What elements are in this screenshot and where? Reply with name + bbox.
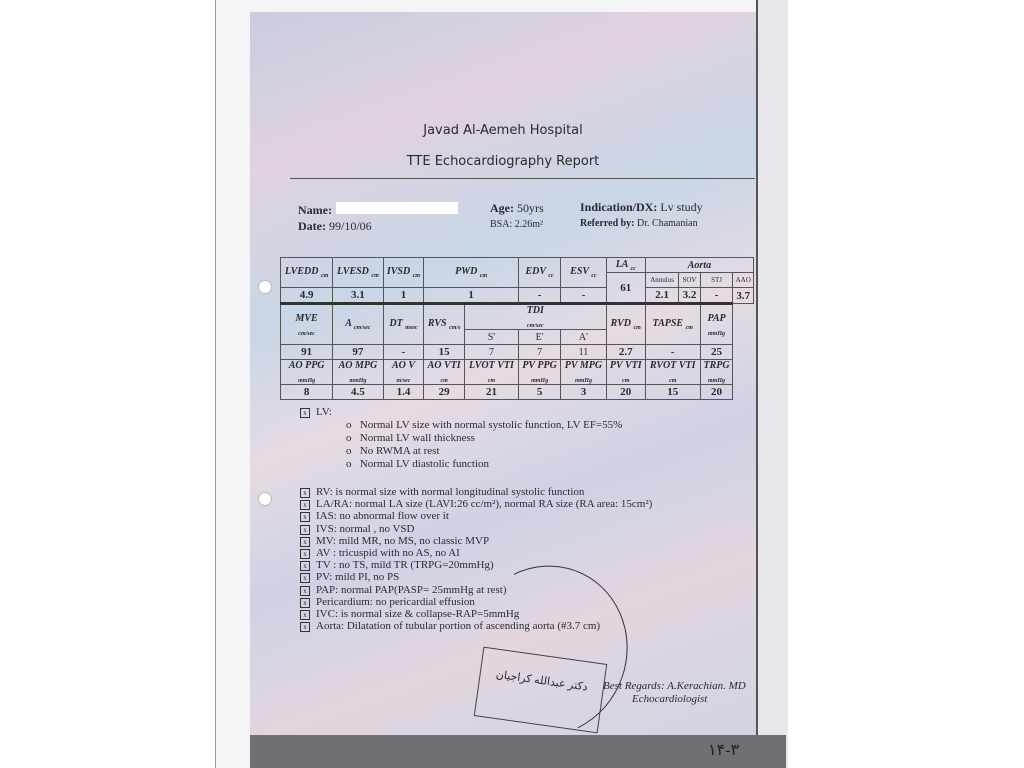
adjacent-page-edge: [756, 0, 788, 768]
hdr-tdi-s: S': [464, 330, 518, 345]
hdr-pap: PAP $_{mmHg}$: [700, 304, 733, 345]
punch-hole: [258, 280, 272, 294]
hdr-row3: RVOT VTI $_{cm}$: [645, 360, 700, 385]
lv-finding-item: o Normal LV wall thickness: [346, 432, 475, 444]
val-rvs: 15: [424, 345, 465, 360]
hdr-dt: DT $_{msec}$: [383, 304, 424, 345]
hdr-row3: PV MPG $_{mmHg}$: [561, 360, 606, 385]
indication-label: Indication/DX:: [580, 200, 658, 214]
checkbox-icon: x: [300, 561, 310, 571]
doctor-stamp: دکتر عبدالله کراجیان: [474, 647, 608, 734]
val-row3: 29: [424, 385, 465, 400]
hdr-stj: STJ: [700, 273, 733, 288]
val-row3: 15: [645, 385, 700, 400]
name-label: Name:: [298, 203, 332, 217]
finding-item: x Aorta: Dilatation of tubular portion of ascending aorta (#3.7 cm): [300, 620, 600, 633]
lv-finding-item: o Normal LV diastolic function: [346, 458, 489, 470]
lv-finding-item: o Normal LV size with normal systolic function, LV EF=55%: [346, 419, 623, 431]
finding-item: x LA/RA: normal LA size (LAVI:26 cc/m²), normal RA size (RA area: 15cm²): [300, 498, 652, 511]
hdr-tdi: TDI $_{cm/sec}$: [464, 304, 606, 330]
page-number: ۱۴-۳: [708, 742, 740, 759]
hdr-annulus: Annulus: [645, 273, 678, 288]
finding-item: x IVC: is normal size & collapse-RAP=5mmHg: [300, 608, 519, 621]
hdr-aorta: Aorta: [645, 258, 753, 273]
hdr-row3: AO V $_{m/sec}$: [383, 360, 424, 385]
hdr-row3: PV PPG $_{mmHg}$: [518, 360, 560, 385]
hdr-tdi-e: E': [518, 330, 560, 345]
val-tdi-s: 7: [464, 345, 518, 360]
hdr-row3: AO PPG $_{mmHg}$: [281, 360, 333, 385]
hdr-tapse: TAPSE $_{cm}$: [645, 304, 700, 345]
hdr-lvedd: LVEDD $_{cm}$: [281, 258, 333, 288]
referred-label: Referred by:: [580, 218, 635, 229]
checkbox-icon: x: [300, 610, 310, 620]
best-regards: Best Regards: A.Kerachian. MD: [603, 680, 746, 692]
age-value: 50yrs: [517, 201, 544, 215]
val-annulus: 2.1: [645, 288, 678, 304]
redacted-name: [336, 202, 458, 214]
hdr-esv: ESV $_{cc}$: [561, 258, 606, 288]
checkbox-icon: x: [300, 488, 310, 498]
val-row3: 21: [464, 385, 518, 400]
val-row3: 8: [281, 385, 333, 400]
val-row3: 4.5: [333, 385, 383, 400]
hdr-rvs: RVS $_{cm/s}$: [424, 304, 465, 345]
finding-item: x IVS: normal , no VSD: [300, 523, 415, 536]
val-mve: 91: [281, 345, 333, 360]
val-row3: 3: [561, 385, 606, 400]
finding-item: x PV: mild PI, no PS: [300, 571, 399, 584]
bullet-icon: o: [346, 419, 352, 431]
val-la: 61: [606, 273, 645, 304]
val-stj: -: [700, 288, 733, 304]
val-pwd: 1: [424, 288, 519, 304]
date-label: Date:: [298, 219, 326, 233]
finding-item: x AV : tricuspid with no AS, no AI: [300, 547, 460, 560]
checkbox-icon: x: [300, 573, 310, 583]
age-label: Age:: [490, 201, 514, 215]
val-aao: 3.7: [733, 288, 754, 304]
divider: [290, 178, 755, 179]
hospital-name: Javad Al-Aemeh Hospital: [423, 123, 583, 138]
val-rvd: 2.7: [606, 345, 645, 360]
val-dt: -: [383, 345, 424, 360]
indication-value: Lv study: [660, 200, 703, 214]
checkbox-icon: x: [300, 537, 310, 547]
hdr-aao: AAO: [733, 273, 754, 288]
finding-item: x TV : no TS, mild TR (TRPG=20mmHg): [300, 559, 494, 572]
hdr-lvesd: LVESD $_{cm}$: [333, 258, 383, 288]
checkbox-icon: x: [300, 549, 310, 559]
lv-finding-item: o No RWMA at rest: [346, 445, 440, 457]
finding-lv: x LV:: [300, 406, 332, 419]
hdr-rvd: RVD $_{cm}$: [606, 304, 645, 345]
val-row3: 5: [518, 385, 560, 400]
report-title: TTE Echocardiography Report: [406, 154, 600, 169]
hdr-mve: MVE $_{cm/sec}$: [281, 304, 333, 345]
val-sov: 3.2: [679, 288, 700, 304]
finding-item: x PAP: normal PAP(PASP= 25mmHg at rest): [300, 584, 507, 597]
hdr-ivsd: IVSD $_{cm}$: [383, 258, 424, 288]
checkbox-icon: x: [300, 512, 310, 522]
measurements-table: [280, 257, 754, 400]
val-lvedd: 4.9: [281, 288, 333, 304]
val-pap: 25: [700, 345, 733, 360]
val-tapse: -: [645, 345, 700, 360]
val-row3: 20: [606, 385, 645, 400]
hdr-row3: LVOT VTI $_{cm}$: [464, 360, 518, 385]
signature-role: Echocardiologist: [632, 693, 708, 705]
checkbox-icon: x: [300, 598, 310, 608]
bsa-value: 2.26m²: [514, 219, 544, 230]
finding-item: x MV: mild MR, no MS, no classic MVP: [300, 535, 489, 548]
hdr-sov: SOV: [679, 273, 700, 288]
finding-item: x RV: is normal size with normal longitudinal systolic function: [300, 486, 584, 499]
hdr-row3: PV VTI $_{cm}$: [606, 360, 645, 385]
hdr-row3: AO MPG $_{mmHg}$: [333, 360, 383, 385]
val-ivsd: 1: [383, 288, 424, 304]
hdr-a: A $_{cm/sec}$: [333, 304, 383, 345]
scan-bottom-band: [250, 735, 786, 768]
hdr-edv: EDV $_{cc}$: [518, 258, 560, 288]
date-value: 99/10/06: [328, 219, 372, 233]
hdr-row3: TRPG $_{mmHg}$: [700, 360, 733, 385]
hdr-la: LA $_{cc}$: [606, 258, 645, 273]
checkbox-icon: x: [300, 500, 310, 510]
bullet-icon: o: [346, 445, 352, 457]
checkbox-icon: x: [300, 408, 310, 418]
val-row3: 1.4: [383, 385, 424, 400]
checkbox-icon: x: [300, 622, 310, 632]
checkbox-icon: x: [300, 586, 310, 596]
val-row3: 20: [700, 385, 733, 400]
val-esv: -: [561, 288, 606, 304]
bsa-label: BSA:: [490, 219, 513, 230]
val-a: 97: [333, 345, 383, 360]
finding-item: x Pericardium: no pericardial effusion: [300, 596, 475, 609]
referred-value: Dr. Chamanian: [637, 218, 698, 229]
hdr-tdi-a: A': [561, 330, 606, 345]
hdr-pwd: PWD $_{cm}$: [424, 258, 519, 288]
checkbox-icon: x: [300, 525, 310, 535]
punch-hole: [258, 492, 272, 506]
finding-item: x IAS: no abnormal flow over it: [300, 510, 449, 523]
val-edv: -: [518, 288, 560, 304]
val-tdi-e: 7: [518, 345, 560, 360]
val-tdi-a: 11: [561, 345, 606, 360]
bullet-icon: o: [346, 458, 352, 470]
hdr-row3: AO VTI $_{cm}$: [424, 360, 465, 385]
bullet-icon: o: [346, 432, 352, 444]
val-lvesd: 3.1: [333, 288, 383, 304]
